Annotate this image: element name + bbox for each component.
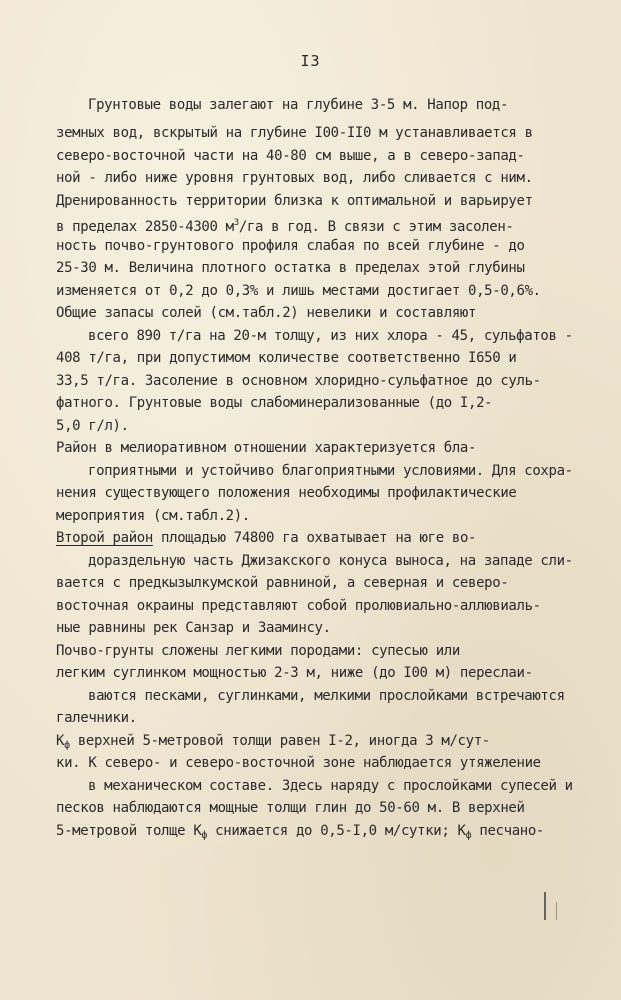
text-line: [56, 550, 573, 573]
line-text: Район в мелиоративном отношении характеризуется бла-: [56, 440, 477, 456]
body-text: [56, 93, 573, 842]
text-line: [56, 662, 533, 685]
text-line: [56, 752, 541, 775]
line-text: ной - либо ниже уровня грунтовых вод, либо сливается с ним.: [56, 170, 533, 186]
line-text: всего 890 т/га на 20-м толщу, из них хлора - 45, сульфатов -: [88, 327, 573, 344]
line-text: гоприятными и устойчиво благоприятными условиями. Для сохра-: [88, 462, 573, 479]
text-line: [56, 190, 533, 213]
text-line: [56, 595, 541, 618]
line-text: ки. К северо- и северо-восточной зоне наблюдается утяжеление: [56, 755, 541, 771]
section-heading: Второй район: [56, 530, 153, 546]
line-text: снижается до 0,5-I,0 м/сутки; К: [207, 822, 466, 839]
text-line: [56, 93, 516, 122]
margin-mark: [544, 892, 546, 920]
text-line: [56, 347, 516, 370]
superscript: 3: [233, 218, 239, 228]
line-text: галечники.: [56, 710, 137, 726]
line-text: 25-30 м. Величина плотного остатка в пределах этой глубины: [56, 260, 525, 276]
line-text: восточная окраины представляют собой пролювиально-аллювиаль-: [56, 597, 541, 614]
text-line: [56, 167, 533, 190]
text-line: [56, 460, 573, 483]
line-text: К: [56, 732, 65, 749]
line-text: площадью 74800 га охватывает на юге во-: [152, 530, 477, 546]
text-line: [56, 797, 525, 820]
line-text: мероприятия (см.табл.2).: [56, 507, 250, 524]
text-line: [56, 775, 573, 798]
text-line: [56, 212, 516, 235]
line-text: 33,5 т/га. Засоление в основном хлоридно-сульфатное до суль-: [56, 372, 541, 389]
text-line: [56, 280, 541, 303]
page-number: I3: [300, 52, 321, 70]
line-text: верхней 5-метровой толщи равен I-2, иногда 3 м/сут-: [69, 732, 490, 749]
margin-mark: [556, 902, 557, 920]
line-text: изменяется от 0,2 до 0,3% и лишь местами достигает 0,5-0,6%.: [56, 282, 541, 299]
line-text: легким суглинком мощностью 2-3 м, ниже (до I00 м) переслаи-: [56, 665, 533, 681]
text-line: [56, 415, 516, 438]
text-line: [56, 527, 516, 550]
text-line: [56, 235, 525, 258]
text-line: [56, 730, 516, 753]
line-text: песчано-: [471, 822, 545, 839]
text-line: [56, 257, 525, 280]
text-line: [56, 640, 516, 663]
line-text: земных вод, вскрытый на глубине I00-II0 м устанавливается в: [56, 125, 533, 141]
text-line: [56, 370, 541, 393]
text-line: [56, 505, 516, 528]
text-line: [56, 707, 516, 730]
text-line: [56, 572, 516, 595]
line-text: Дренированность территории близка к оптимальной и варьирует: [56, 192, 533, 209]
line-text: дораздельную часть Джизакского конуса выноса, на западе сли-: [88, 552, 573, 569]
text-line: [56, 325, 573, 348]
line-text: северо-восточной части на 40-80 см выше, а в северо-запад-: [56, 147, 525, 164]
line-text: /га в год. В связи с этим засолен-: [238, 219, 514, 235]
text-line: [56, 122, 533, 145]
line-text: фатного. Грунтовые воды слабоминерализованные (до I,2-: [56, 395, 493, 411]
text-line: [56, 820, 545, 843]
text-line: [56, 145, 525, 168]
line-text: вается с предкызылкумской равниной, а северная и северо-: [56, 575, 509, 591]
line-text: ность почво-грунтового профиля слабая по всей глубине - до: [56, 237, 525, 254]
text-line: [56, 392, 516, 415]
line-text: Почво-грунты сложены легкими породами: супесью или: [56, 642, 460, 659]
text-line: [56, 482, 516, 505]
line-text: ваются песками, суглинками, мелкими прослойками встречаются: [88, 687, 565, 704]
text-line: [56, 617, 516, 640]
text-line: [56, 685, 565, 708]
line-text: 5,0 г/л).: [56, 417, 129, 434]
line-text: в пределах 2850-4300 м: [56, 219, 234, 235]
subscript: ф: [201, 829, 208, 841]
line-text: 408 т/га, при допустимом количестве соответственно I650 и: [56, 350, 517, 366]
line-text: ные равнины рек Санзар и Зааминсу.: [56, 620, 331, 636]
line-text: 5-метровой толще К: [56, 822, 202, 839]
line-text: нения существующего положения необходимы профилактические: [56, 485, 517, 501]
text-line: [56, 302, 516, 325]
line-text: в механическом составе. Здесь наряду с прослойками супесей и: [88, 777, 573, 794]
text-line: [56, 437, 516, 460]
subscript: ф: [465, 829, 472, 841]
line-text: песков наблюдаются мощные толщи глин до 50-60 м. В верхней: [56, 800, 525, 816]
line-text: Грунтовые воды залегают на глубине 3-5 м. Напор под-: [88, 97, 509, 113]
subscript: ф: [64, 739, 70, 751]
line-text: Общие запасы солей (см.табл.2) невелики и составляют: [56, 305, 477, 321]
